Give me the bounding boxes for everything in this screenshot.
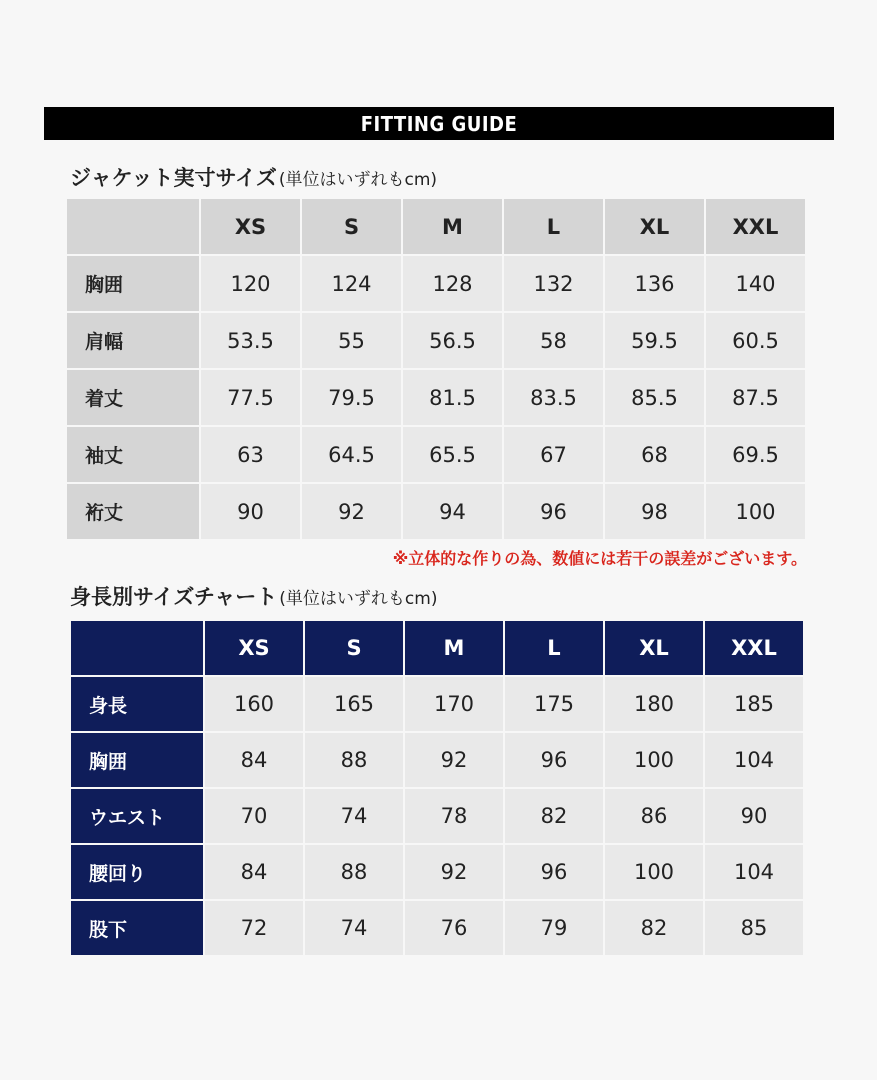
table-cell: 124 — [302, 256, 403, 313]
table-cell: 165 — [305, 677, 405, 733]
table-cell: 74 — [305, 901, 405, 957]
table-cell: 88 — [305, 733, 405, 789]
table-row — [67, 427, 807, 484]
size-header: XL — [605, 621, 705, 677]
size-header: XXL — [706, 199, 807, 256]
table-cell: 100 — [605, 845, 705, 901]
table-cell: 63 — [201, 427, 302, 484]
jacket-size-title: ジャケット実寸サイズ — [70, 166, 277, 190]
row-label: 胸囲 — [67, 256, 201, 313]
size-header: M — [403, 199, 504, 256]
table-cell: 60.5 — [706, 313, 807, 370]
height-size-table — [71, 621, 805, 957]
table-row — [71, 733, 805, 789]
table-cell: 96 — [505, 845, 605, 901]
table-row — [71, 677, 805, 733]
table-cell: 98 — [605, 484, 706, 541]
table-corner-cell — [71, 621, 205, 677]
table-cell: 87.5 — [706, 370, 807, 427]
table-cell: 128 — [403, 256, 504, 313]
table-cell: 67 — [504, 427, 605, 484]
size-header: M — [405, 621, 505, 677]
measurement-note: ※立体的な作りの為、数値には若干の誤差がございます。 — [392, 549, 807, 568]
table-cell: 72 — [205, 901, 305, 957]
size-header: L — [504, 199, 605, 256]
row-label: 肩幅 — [67, 313, 201, 370]
table-cell: 70 — [205, 789, 305, 845]
table-row — [67, 484, 807, 541]
jacket-size-unit: (単位はいずれもcm) — [278, 170, 438, 190]
table-cell: 90 — [201, 484, 302, 541]
row-label: 身長 — [71, 677, 205, 733]
table-cell: 104 — [705, 733, 805, 789]
row-label: 腰回り — [71, 845, 205, 901]
row-label: ウエスト — [71, 789, 205, 845]
table-cell: 88 — [305, 845, 405, 901]
table-cell: 136 — [605, 256, 706, 313]
table-corner-cell — [67, 199, 201, 256]
row-label: 胸囲 — [71, 733, 205, 789]
table-cell: 100 — [706, 484, 807, 541]
table-cell: 85 — [705, 901, 805, 957]
table-header-row — [71, 621, 805, 677]
table-cell: 82 — [605, 901, 705, 957]
table-cell: 96 — [504, 484, 605, 541]
table-cell: 100 — [605, 733, 705, 789]
table-cell: 85.5 — [605, 370, 706, 427]
table-cell: 69.5 — [706, 427, 807, 484]
table-cell: 64.5 — [302, 427, 403, 484]
jacket-size-table — [67, 199, 807, 541]
table-cell: 90 — [705, 789, 805, 845]
size-header: S — [305, 621, 405, 677]
table-cell: 76 — [405, 901, 505, 957]
table-row — [67, 370, 807, 427]
table-cell: 79 — [505, 901, 605, 957]
table-cell: 59.5 — [605, 313, 706, 370]
table-header-row — [67, 199, 807, 256]
height-chart-heading — [70, 581, 437, 611]
table-cell: 83.5 — [504, 370, 605, 427]
table-row — [71, 901, 805, 957]
table-cell: 65.5 — [403, 427, 504, 484]
table-cell: 92 — [405, 845, 505, 901]
table-cell: 180 — [605, 677, 705, 733]
table-row — [67, 256, 807, 313]
size-header: XS — [205, 621, 305, 677]
table-cell: 82 — [505, 789, 605, 845]
table-cell: 185 — [705, 677, 805, 733]
table-cell: 68 — [605, 427, 706, 484]
table-cell: 78 — [405, 789, 505, 845]
table-cell: 74 — [305, 789, 405, 845]
table-cell: 94 — [403, 484, 504, 541]
height-chart-title: 身長別サイズチャート — [70, 585, 278, 609]
table-cell: 86 — [605, 789, 705, 845]
fitting-guide-banner: FITTING GUIDE — [44, 107, 834, 140]
size-header: L — [505, 621, 605, 677]
table-cell: 170 — [405, 677, 505, 733]
table-cell: 96 — [505, 733, 605, 789]
table-cell: 160 — [205, 677, 305, 733]
table-row — [67, 313, 807, 370]
row-label: 裄丈 — [67, 484, 201, 541]
table-cell: 81.5 — [403, 370, 504, 427]
table-row — [71, 789, 805, 845]
size-header: XS — [201, 199, 302, 256]
table-cell: 132 — [504, 256, 605, 313]
table-cell: 77.5 — [201, 370, 302, 427]
table-cell: 92 — [405, 733, 505, 789]
table-cell: 84 — [205, 733, 305, 789]
table-cell: 120 — [201, 256, 302, 313]
table-cell: 53.5 — [201, 313, 302, 370]
table-cell: 84 — [205, 845, 305, 901]
table-row — [71, 845, 805, 901]
size-header: S — [302, 199, 403, 256]
jacket-size-heading — [70, 162, 437, 192]
table-cell: 140 — [706, 256, 807, 313]
row-label: 着丈 — [67, 370, 201, 427]
size-header: XL — [605, 199, 706, 256]
table-cell: 92 — [302, 484, 403, 541]
height-chart-unit: (単位はいずれもcm) — [279, 589, 438, 609]
row-label: 股下 — [71, 901, 205, 957]
table-cell: 55 — [302, 313, 403, 370]
table-cell: 58 — [504, 313, 605, 370]
table-cell: 56.5 — [403, 313, 504, 370]
size-header: XXL — [705, 621, 805, 677]
table-cell: 79.5 — [302, 370, 403, 427]
row-label: 袖丈 — [67, 427, 201, 484]
table-cell: 175 — [505, 677, 605, 733]
table-cell: 104 — [705, 845, 805, 901]
